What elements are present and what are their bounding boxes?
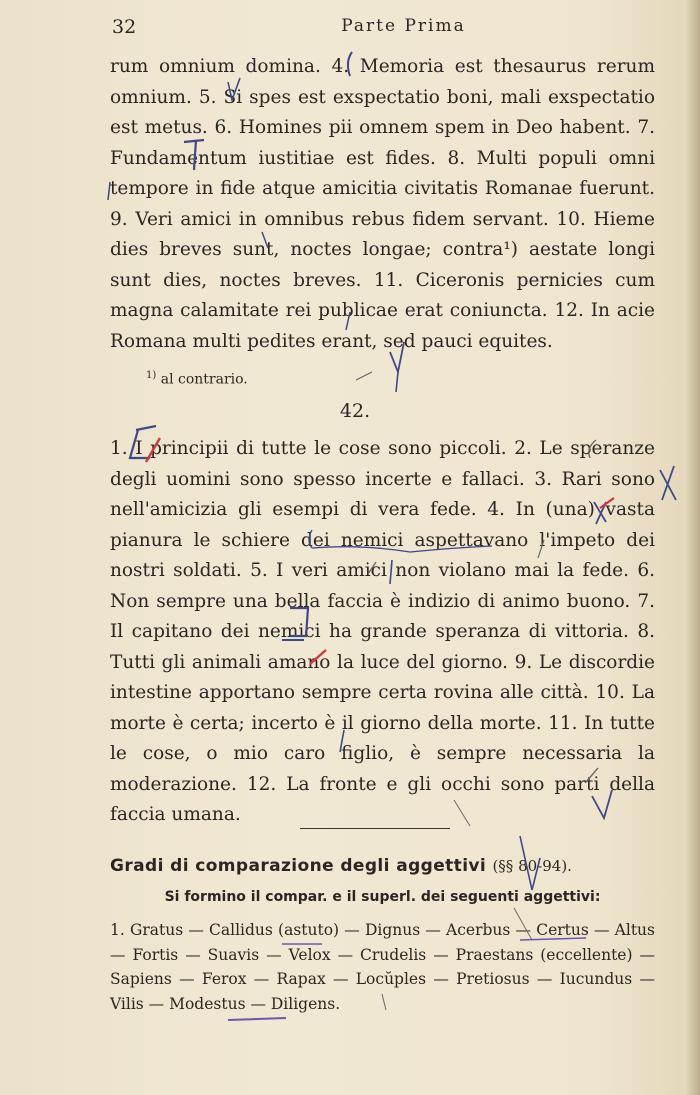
pencil-x-mark	[660, 466, 676, 500]
exercise-41-text: rum omnium domina. 4. Memoria est thesaurus rerum omnium. 5. Si spes est exspectatio boni, mali exspectatio est metus. 6. Homines pii omnem spem in Deo habent. 7. Fundamentum iustitiae est fides. 8. Multi populi omni tempore in fide atque amicitia civitatis Romanae fuerunt. 9. Veri amici in omnibus rebus fidem servant. 10. Hieme dies breves sunt, noctes longae; contra¹) aestate longi sunt dies, noctes breves. 11. Ciceronis pernicies cum magna calamitate rei publicae erat coniuncta. 12. In acie Romana multi pedites erant, sed pauci equites.	[110, 56, 655, 352]
page-header	[112, 16, 655, 42]
section-divider	[300, 828, 450, 829]
footnote	[146, 370, 248, 388]
section-title: Gradi di comparazione degli aggettivi	[110, 856, 487, 876]
footnote-text: al contrario.	[160, 371, 248, 388]
adjective-list: 1. Gratus — Callidus (astuto) — Dignus — Acerbus — Certus — Altus — Fortis — Suavis — Velox — Crudelis — Praestans (eccellente) — Sapiens — Ferox — Rapax — Locŭples — Pretiosus — Iucundus — Vilis — Modestus — Diligens.	[110, 921, 655, 1013]
section-reference: (§§ 80-94).	[492, 857, 572, 875]
page-edge-shadow	[686, 0, 700, 1095]
exercise-number: 42.	[339, 400, 371, 422]
running-title: Parte Prima	[341, 16, 466, 36]
section-instruction: Si formino il compar. e il superl. dei seguenti aggettivi:	[164, 889, 601, 905]
page-number: 32	[112, 16, 137, 38]
pencil-stroke	[356, 372, 372, 380]
section-heading	[110, 856, 670, 876]
exercise-42-text: 1. I principii di tutte le cose sono piccoli. 2. Le speranze degli uomini sono spesso incerte e fallaci. 3. Rari sono nell'amicizia gli esempi di vera fede. 4. In (una) vasta pianura le schiere dei nemici aspettavano l'impeto dei nostri soldati. 5. I veri amici non violano mai la fede. 6. Non sempre una bella faccia è indizio di animo buono. 7. Il capitano dei nemici ha grande speranza di vittoria. 8. Tutti gli animali amano la luce del giorno. 9. Le discordie intestine apportano sempre certa rovina alle città. 10. La morte è certa; incerto è il giorno della morte. 11. In tutte le cose, o mio caro figlio, è sempre necessaria la moderazione. 12. La fronte e gli occhi sono parti della faccia umana.	[110, 438, 655, 825]
purple-underline-mark	[228, 1018, 286, 1020]
footnote-marker: 1)	[146, 370, 157, 381]
pencil-tick-mark	[396, 372, 398, 392]
